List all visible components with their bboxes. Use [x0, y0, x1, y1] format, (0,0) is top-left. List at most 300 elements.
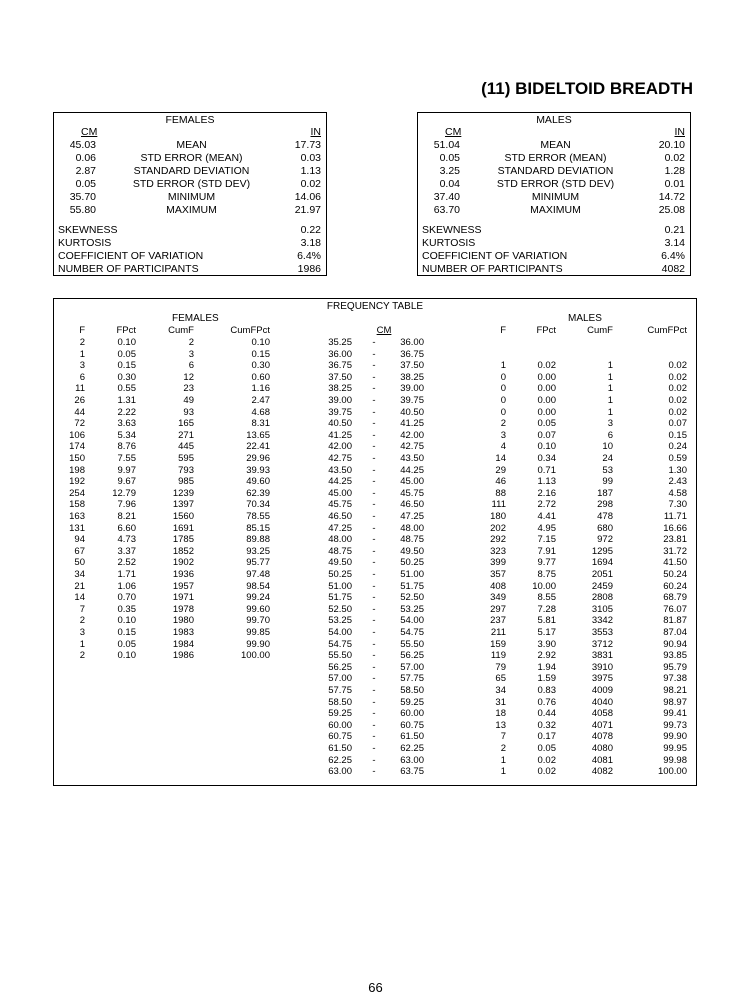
- page-number: 66: [368, 980, 383, 995]
- female-cumfpct: 39.93: [246, 464, 270, 476]
- cm-range-high: 51.00: [400, 569, 424, 580]
- cm-range-low: 52.50: [328, 603, 352, 615]
- male-cumfpct: 2.43: [668, 476, 687, 488]
- male-cumf: 298: [597, 499, 613, 511]
- stat-row: [418, 152, 690, 165]
- male-cumfpct: 60.24: [663, 580, 687, 592]
- male-cumfpct: 11.71: [663, 511, 687, 522]
- male-f: 88: [495, 487, 506, 499]
- female-cumfpct: 0.30: [251, 360, 270, 372]
- cm-range-low: 42.75: [328, 453, 352, 464]
- frequency-table: [53, 298, 697, 786]
- stat-in-value: 0.02: [300, 177, 321, 190]
- female-f: 106: [69, 429, 85, 441]
- cm-range-low: 41.25: [328, 429, 352, 441]
- female-fpct: 2.52: [117, 557, 136, 569]
- female-fpct: 3.37: [117, 545, 136, 557]
- cm-range-high: 38.25: [400, 371, 424, 383]
- cm-range-dash: -: [372, 371, 376, 383]
- col-header-f: F: [500, 325, 506, 336]
- cm-range-high: 46.50: [400, 499, 424, 511]
- cm-range-low: 39.00: [328, 395, 352, 406]
- female-cumfpct: 99.24: [246, 592, 270, 604]
- male-f: 34: [495, 685, 506, 696]
- female-cumfpct: 2.47: [251, 395, 270, 406]
- male-fpct: 0.00: [537, 406, 556, 418]
- cm-range-high: 42.00: [400, 429, 424, 441]
- frequency-row: [54, 407, 696, 419]
- male-f: 237: [490, 615, 506, 627]
- col-header-fpct: FPct: [116, 325, 136, 336]
- cm-range-dash: -: [372, 696, 376, 708]
- male-f: 357: [490, 569, 506, 580]
- stat-in-value: 1.13: [300, 164, 321, 177]
- male-fpct: 0.05: [537, 418, 556, 430]
- female-cumfpct: 97.48: [246, 569, 270, 580]
- stat-extra-label: COEFFICIENT OF VARIATION: [58, 249, 204, 262]
- male-cumf: 99: [602, 476, 613, 488]
- cm-range-high: 54.75: [400, 627, 424, 638]
- cm-range-dash: -: [372, 743, 376, 754]
- male-cumf: 2808: [591, 592, 613, 604]
- stat-row: [54, 178, 326, 191]
- female-fpct: 0.70: [117, 592, 136, 604]
- cm-range-low: 51.75: [328, 592, 352, 604]
- cm-range-high: 61.50: [400, 731, 424, 743]
- male-cumfpct: 7.30: [668, 499, 687, 511]
- male-cumfpct: 76.07: [663, 603, 687, 615]
- cm-range-low: 45.75: [328, 499, 352, 511]
- stat-label: STD ERROR (STD DEV): [496, 177, 615, 190]
- female-cumf: 49: [183, 395, 194, 406]
- cm-range-dash: -: [372, 592, 376, 604]
- female-fpct: 0.10: [117, 337, 136, 348]
- female-fpct: 0.30: [117, 371, 136, 383]
- female-fpct: 0.35: [117, 603, 136, 615]
- female-cumf: 595: [178, 453, 194, 464]
- cm-range-high: 45.00: [400, 476, 424, 488]
- female-cumfpct: 8.31: [251, 418, 270, 430]
- stat-cm-value: 0.04: [439, 177, 460, 190]
- stat-extra-label: KURTOSIS: [58, 236, 112, 249]
- cm-range-dash: -: [372, 638, 376, 650]
- female-cumf: 271: [178, 429, 194, 441]
- female-f: 6: [79, 371, 85, 383]
- male-f: 0: [500, 395, 506, 406]
- male-cumfpct: 99.90: [663, 731, 687, 743]
- female-f: 3: [79, 360, 85, 372]
- female-fpct: 4.73: [117, 534, 136, 546]
- cm-range-low: 46.50: [328, 511, 352, 522]
- cm-range-dash: -: [372, 453, 376, 464]
- frequency-row: [54, 639, 696, 651]
- frequency-row: [54, 395, 696, 407]
- female-fpct: 9.67: [117, 476, 136, 488]
- stat-in-value: 0.01: [664, 177, 685, 190]
- cm-range-dash: -: [372, 615, 376, 627]
- female-cumfpct: 0.10: [251, 337, 270, 348]
- cm-range-high: 48.00: [400, 522, 424, 534]
- male-fpct: 0.32: [537, 719, 556, 731]
- cm-range-high: 57.00: [400, 661, 424, 673]
- cm-range-low: 63.00: [328, 766, 352, 778]
- female-cumfpct: 1.16: [251, 383, 270, 395]
- male-cumfpct: 0.24: [668, 441, 687, 453]
- stat-in-value: 20.10: [658, 139, 685, 151]
- col-header-f: F: [79, 325, 85, 336]
- female-fpct: 6.60: [117, 522, 136, 534]
- male-cumf: 4081: [591, 754, 613, 766]
- frequency-row: [54, 685, 696, 697]
- frequency-row: [54, 465, 696, 477]
- stat-cm-value: 35.70: [69, 190, 96, 203]
- male-cumfpct: 0.02: [668, 406, 687, 418]
- male-cumf: 3553: [591, 627, 613, 638]
- female-cumf: 1560: [172, 511, 194, 522]
- frequency-row: [54, 581, 696, 593]
- male-f: 79: [495, 661, 506, 673]
- cm-range-dash: -: [372, 580, 376, 592]
- stat-extra-row: [54, 237, 326, 250]
- male-fpct: 5.17: [537, 627, 556, 638]
- stat-cm-value: 63.70: [433, 203, 460, 216]
- frequency-row: [54, 755, 696, 767]
- cm-range-dash: -: [372, 650, 376, 662]
- stat-label: MEAN: [540, 139, 571, 151]
- stat-cm-value: 3.25: [439, 164, 460, 177]
- in-header: IN: [674, 126, 685, 138]
- col-header-cumf: CumF: [587, 325, 613, 336]
- male-fpct: 8.55: [537, 592, 556, 604]
- cm-range-high: 40.50: [400, 406, 424, 418]
- male-fpct: 0.76: [537, 696, 556, 708]
- cm-range-low: 56.25: [328, 661, 352, 673]
- cm-range-high: 36.75: [400, 348, 424, 360]
- cm-range-dash: -: [372, 487, 376, 499]
- male-f: 1: [500, 360, 506, 372]
- cm-range-low: 49.50: [328, 557, 352, 569]
- female-cumf: 445: [178, 441, 194, 453]
- frequency-row: [54, 569, 696, 581]
- male-fpct: 1.59: [537, 673, 556, 685]
- cm-range-low: 60.75: [328, 731, 352, 743]
- male-f: 297: [490, 603, 506, 615]
- male-cumfpct: 68.79: [663, 592, 687, 604]
- cm-range-high: 54.00: [400, 615, 424, 627]
- frequency-row: [54, 360, 696, 372]
- frequency-row: [54, 546, 696, 558]
- stat-label: STD ERROR (MEAN): [140, 151, 243, 164]
- male-f: 349: [490, 592, 506, 604]
- female-f: 150: [69, 453, 85, 464]
- male-f: 0: [500, 371, 506, 383]
- male-cumf: 680: [597, 522, 613, 534]
- female-cumfpct: 70.34: [246, 499, 270, 511]
- male-cumf: 1: [607, 395, 613, 406]
- male-cumfpct: 99.73: [663, 719, 687, 731]
- female-fpct: 0.15: [117, 627, 136, 638]
- cm-range-low: 57.75: [328, 685, 352, 696]
- stat-label: MEAN: [176, 139, 207, 151]
- cm-range-high: 36.00: [400, 337, 424, 348]
- female-cumfpct: 93.25: [246, 545, 270, 557]
- female-cumf: 1902: [172, 557, 194, 569]
- cm-range-high: 41.25: [400, 418, 424, 430]
- male-cumfpct: 81.87: [663, 615, 687, 627]
- female-fpct: 12.79: [112, 487, 136, 499]
- male-fpct: 0.10: [537, 441, 556, 453]
- male-cumf: 3831: [591, 650, 613, 662]
- male-f: 2: [500, 418, 506, 430]
- cm-range-dash: -: [372, 418, 376, 430]
- stat-extra-value: 1986: [297, 262, 321, 275]
- stat-label: MAXIMUM: [166, 203, 217, 216]
- male-cumfpct: 0.02: [668, 395, 687, 406]
- male-cumf: 3342: [591, 615, 613, 627]
- male-fpct: 0.44: [537, 708, 556, 720]
- cm-range-high: 51.75: [400, 580, 424, 592]
- cm-range-high: 39.00: [400, 383, 424, 395]
- cm-range-high: 50.25: [400, 557, 424, 569]
- male-f: 3: [500, 429, 506, 441]
- cm-range-high: 55.50: [400, 638, 424, 650]
- female-cumf: 1691: [172, 522, 194, 534]
- male-cumf: 4080: [591, 743, 613, 754]
- stat-extra-label: KURTOSIS: [422, 236, 476, 249]
- stat-extra-value: 0.21: [664, 224, 685, 236]
- cm-range-high: 57.75: [400, 673, 424, 685]
- female-fpct: 1.71: [117, 569, 136, 580]
- female-fpct: 1.06: [117, 580, 136, 592]
- male-cumf: 972: [597, 534, 613, 546]
- male-f: 31: [495, 696, 506, 708]
- female-cumfpct: 22.41: [246, 441, 270, 453]
- male-fpct: 0.02: [537, 766, 556, 778]
- male-f: 159: [490, 638, 506, 650]
- female-f: 67: [74, 545, 85, 557]
- male-cumfpct: 41.50: [663, 557, 687, 569]
- cm-header: CM: [81, 126, 98, 138]
- male-cumf: 3975: [591, 673, 613, 685]
- male-f: 399: [490, 557, 506, 569]
- frequency-row: [54, 523, 696, 535]
- stat-label: STANDARD DEVIATION: [133, 164, 250, 177]
- male-fpct: 8.75: [537, 569, 556, 580]
- cm-range-dash: -: [372, 406, 376, 418]
- female-fpct: 9.97: [117, 464, 136, 476]
- male-fpct: 0.71: [537, 464, 556, 476]
- frequency-row: [54, 534, 696, 546]
- female-cumfpct: 62.39: [246, 487, 270, 499]
- female-cumf: 1978: [172, 603, 194, 615]
- cm-range-low: 59.25: [328, 708, 352, 720]
- stat-extra-label: SKEWNESS: [422, 224, 482, 236]
- stat-label: MAXIMUM: [530, 203, 581, 216]
- stat-row: [54, 139, 326, 152]
- male-cumfpct: 90.94: [663, 638, 687, 650]
- stat-extra-label: NUMBER OF PARTICIPANTS: [422, 262, 563, 275]
- cm-range-dash: -: [372, 337, 376, 348]
- cm-range-dash: -: [372, 603, 376, 615]
- cm-range-low: 39.75: [328, 406, 352, 418]
- stat-cm-value: 0.06: [75, 151, 96, 164]
- female-f: 198: [69, 464, 85, 476]
- male-cumfpct: 31.72: [663, 545, 687, 557]
- stat-row: [418, 204, 690, 217]
- cm-range-dash: -: [372, 511, 376, 522]
- female-cumfpct: 99.90: [246, 638, 270, 650]
- frequency-row: [54, 650, 696, 662]
- frequency-row: [54, 441, 696, 453]
- male-fpct: 2.92: [537, 650, 556, 662]
- male-fpct: 0.02: [537, 754, 556, 766]
- frequency-row: [54, 372, 696, 384]
- male-cumf: 1694: [591, 557, 613, 569]
- frequency-row: [54, 476, 696, 488]
- stat-label: MINIMUM: [167, 190, 216, 203]
- cm-range-low: 53.25: [328, 615, 352, 627]
- cm-range-low: 60.00: [328, 719, 352, 731]
- cm-range-low: 45.00: [328, 487, 352, 499]
- stat-extra-label: SKEWNESS: [58, 224, 118, 236]
- male-cumfpct: 1.30: [668, 464, 687, 476]
- cm-range-high: 63.00: [400, 754, 424, 766]
- frequency-row: [54, 662, 696, 674]
- male-fpct: 2.72: [537, 499, 556, 511]
- male-fpct: 7.28: [537, 603, 556, 615]
- male-fpct: 0.00: [537, 383, 556, 395]
- cm-range-low: 48.00: [328, 534, 352, 546]
- stat-row: [54, 204, 326, 217]
- cm-range-dash: -: [372, 673, 376, 685]
- stat-in-value: 14.72: [658, 190, 685, 203]
- female-fpct: 7.55: [117, 453, 136, 464]
- female-fpct: 1.31: [117, 395, 136, 406]
- stat-extra-row: [418, 224, 690, 237]
- female-cumf: 1936: [172, 569, 194, 580]
- male-cumfpct: 99.95: [663, 743, 687, 754]
- male-cumf: 4078: [591, 731, 613, 743]
- female-f: 163: [69, 511, 85, 522]
- male-f: 0: [500, 406, 506, 418]
- frequency-row: [54, 592, 696, 604]
- male-f: 1: [500, 766, 506, 778]
- frequency-row: [54, 708, 696, 720]
- male-cumf: 187: [597, 487, 613, 499]
- female-cumf: 12: [183, 371, 194, 383]
- female-fpct: 0.15: [117, 360, 136, 372]
- cm-range-high: 56.25: [400, 650, 424, 662]
- female-f: 2: [79, 337, 85, 348]
- male-cumfpct: 0.59: [668, 453, 687, 464]
- cm-range-high: 42.75: [400, 441, 424, 453]
- stat-extra-label: NUMBER OF PARTICIPANTS: [58, 262, 199, 275]
- female-cumfpct: 78.55: [246, 511, 270, 522]
- female-cumf: 1852: [172, 545, 194, 557]
- male-cumfpct: 95.79: [663, 661, 687, 673]
- male-fpct: 4.41: [537, 511, 556, 522]
- male-f: 13: [495, 719, 506, 731]
- stat-in-value: 0.03: [300, 151, 321, 164]
- female-cumf: 1980: [172, 615, 194, 627]
- female-cumf: 1983: [172, 627, 194, 638]
- stat-extra-row: [54, 250, 326, 263]
- cm-header: CM: [445, 126, 462, 138]
- female-fpct: 8.76: [117, 441, 136, 453]
- stat-cm-value: 55.80: [69, 203, 96, 216]
- female-f: 131: [69, 522, 85, 534]
- col-header-cumf: CumF: [168, 325, 194, 336]
- male-cumfpct: 97.38: [663, 673, 687, 685]
- female-f: 50: [74, 557, 85, 569]
- col-header-cumfpct: CumFPct: [647, 325, 687, 336]
- frequency-row: [54, 430, 696, 442]
- female-cumf: 165: [178, 418, 194, 430]
- cm-range-dash: -: [372, 661, 376, 673]
- cm-range-low: 35.25: [328, 337, 352, 348]
- female-cumf: 1239: [172, 487, 194, 499]
- male-cumf: 6: [607, 429, 613, 441]
- stat-extra-value: 4082: [661, 262, 685, 275]
- male-fpct: 3.90: [537, 638, 556, 650]
- stat-extra-label: COEFFICIENT OF VARIATION: [422, 249, 568, 262]
- male-f: 111: [491, 499, 506, 511]
- stat-row: [418, 191, 690, 204]
- female-cumfpct: 85.15: [246, 522, 270, 534]
- cm-range-dash: -: [372, 522, 376, 534]
- cm-range-dash: -: [372, 499, 376, 511]
- female-cumf: 985: [178, 476, 194, 488]
- female-fpct: 3.63: [117, 418, 136, 430]
- male-cumf: 4071: [591, 719, 613, 731]
- female-f: 11: [75, 383, 85, 395]
- male-cumfpct: 87.04: [663, 627, 687, 638]
- male-fpct: 0.83: [537, 685, 556, 696]
- male-cumfpct: 98.21: [663, 685, 687, 696]
- male-f: 14: [495, 453, 506, 464]
- male-f: 202: [490, 522, 506, 534]
- cm-range-high: 59.25: [400, 696, 424, 708]
- male-cumf: 478: [597, 511, 613, 522]
- female-cumfpct: 98.54: [246, 580, 270, 592]
- cm-range-dash: -: [372, 557, 376, 569]
- female-f: 34: [74, 569, 85, 580]
- cm-range-dash: -: [372, 360, 376, 372]
- male-f: 65: [495, 673, 506, 685]
- cm-range-low: 51.00: [328, 580, 352, 592]
- female-fpct: 0.05: [117, 638, 136, 650]
- cm-range-dash: -: [372, 383, 376, 395]
- female-fpct: 0.10: [117, 650, 136, 662]
- frequency-row: [54, 499, 696, 511]
- stat-in-value: 0.02: [664, 151, 685, 164]
- frequency-row: [54, 615, 696, 627]
- male-fpct: 0.07: [537, 429, 556, 441]
- stat-cm-value: 51.04: [433, 139, 460, 151]
- female-cumfpct: 13.65: [246, 429, 270, 441]
- female-cumfpct: 4.68: [251, 406, 270, 418]
- female-cumfpct: 49.60: [246, 476, 270, 488]
- stat-row: [54, 191, 326, 204]
- page-title: (11) BIDELTOID BREADTH: [481, 79, 693, 98]
- stat-extra-value: 3.18: [300, 236, 321, 249]
- male-fpct: 10.00: [532, 580, 556, 592]
- female-fpct: 2.22: [117, 406, 136, 418]
- cm-range-dash: -: [372, 685, 376, 696]
- cm-range-dash: -: [372, 627, 376, 638]
- cm-range-dash: -: [372, 545, 376, 557]
- stat-row: [54, 152, 326, 165]
